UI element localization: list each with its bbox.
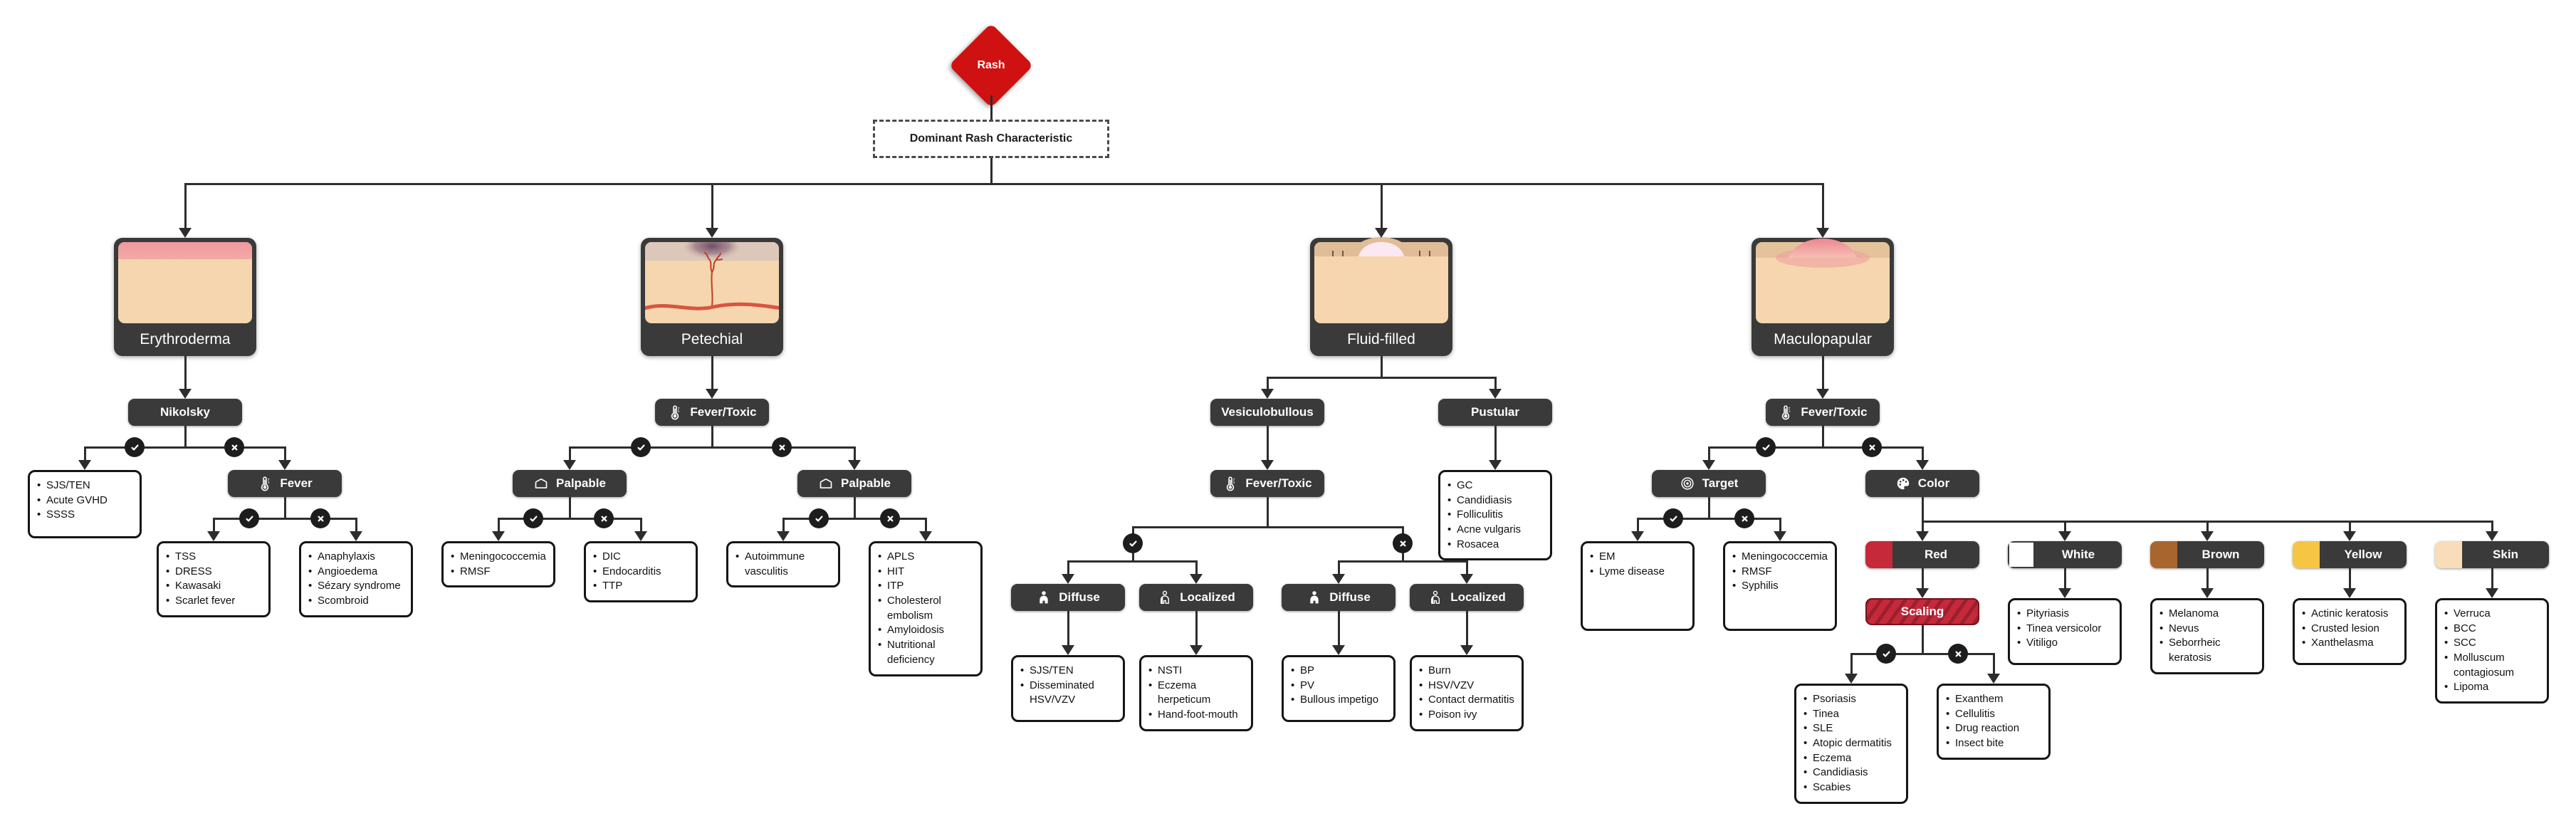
connector-line bbox=[1338, 611, 1340, 645]
list-item: • PV bbox=[1291, 679, 1315, 691]
arrowhead bbox=[1460, 574, 1473, 584]
list-item: • Folliculitis bbox=[1447, 508, 1504, 521]
arrowhead bbox=[1190, 574, 1203, 584]
list-item: • Angioedema bbox=[308, 565, 378, 577]
leaf-pustular bbox=[1438, 470, 1552, 560]
arrowhead bbox=[634, 531, 647, 541]
list-item: • Scarlet fever bbox=[166, 595, 236, 607]
list-item: • Scabies bbox=[1803, 781, 1851, 794]
connector-line bbox=[711, 356, 713, 389]
connector-line bbox=[990, 95, 993, 120]
color-label: Brown bbox=[2177, 541, 2264, 568]
list-item: • Tinea bbox=[1803, 707, 1839, 720]
list-item: • Autoimmune vasculitis bbox=[735, 550, 805, 577]
list-item: • Exanthem bbox=[1946, 693, 2004, 705]
connector-line bbox=[2349, 521, 2351, 531]
list-item: • Candidiasis bbox=[1803, 766, 1868, 779]
connector-line bbox=[2206, 568, 2209, 588]
list-item: • TTP bbox=[593, 580, 623, 592]
red-swatch bbox=[1865, 541, 1892, 568]
connector-line bbox=[1338, 561, 1340, 574]
list-item: • Syphilis bbox=[1732, 580, 1779, 592]
connector-line bbox=[1494, 377, 1497, 389]
x-icon bbox=[594, 508, 614, 528]
leaf-brown bbox=[2150, 598, 2264, 674]
color-node-white bbox=[2008, 541, 2122, 568]
connector-line bbox=[1067, 611, 1069, 645]
arrowhead bbox=[2343, 588, 2356, 598]
list-item: • Lipoma bbox=[2444, 681, 2489, 694]
decision-label: Dominant Rash Characteristic bbox=[909, 132, 1073, 145]
arrowhead bbox=[1332, 574, 1345, 584]
category-card-maculopapular bbox=[1752, 238, 1894, 356]
arrowhead bbox=[2058, 588, 2071, 598]
arrowhead bbox=[1845, 674, 1858, 684]
node-vesiculobullous bbox=[1210, 399, 1324, 426]
node-afebrile-localized bbox=[1410, 584, 1524, 611]
list-item: • Seborrheic keratosis bbox=[2159, 637, 2221, 664]
color-node-red bbox=[1865, 541, 1979, 568]
arrowhead bbox=[179, 228, 192, 238]
list-item: • Molluscum contagiosum bbox=[2444, 652, 2515, 679]
category-title: Petechial bbox=[681, 331, 743, 347]
check-icon bbox=[1663, 508, 1683, 528]
list-item: • Meningococcemia bbox=[1732, 550, 1828, 563]
arrowhead bbox=[563, 460, 576, 470]
list-item: • Verruca bbox=[2444, 607, 2491, 620]
node-label: Diffuse bbox=[1329, 590, 1371, 604]
connector-line bbox=[1922, 447, 1924, 460]
connector-line bbox=[569, 446, 856, 449]
color-label: White bbox=[2035, 541, 2122, 568]
connector-line bbox=[990, 158, 993, 184]
list-item: • Psoriasis bbox=[1803, 693, 1856, 705]
connector-line bbox=[711, 184, 713, 229]
leaf-afebrile-palpable-negative bbox=[869, 541, 983, 676]
list-item: • Amyloidosis bbox=[878, 624, 945, 637]
x-icon bbox=[1948, 644, 1968, 664]
connector-line bbox=[213, 518, 215, 531]
node-label: Pustular bbox=[1470, 405, 1520, 419]
connector-line bbox=[2206, 521, 2209, 531]
connector-line bbox=[1822, 184, 1824, 229]
list-item: • Acute GVHD bbox=[37, 493, 108, 506]
brown-swatch bbox=[2150, 541, 2177, 568]
connector-line bbox=[1922, 497, 1924, 521]
arrowhead bbox=[78, 460, 91, 470]
leaf-target-positive bbox=[1581, 541, 1695, 631]
node-label: Nikolsky bbox=[160, 405, 210, 419]
color-node-skin bbox=[2435, 541, 2549, 568]
list-item: • SLE bbox=[1803, 722, 1833, 735]
node-febrile-diffuse bbox=[1011, 584, 1125, 611]
connector-line bbox=[1922, 625, 1924, 654]
node-afebrile-diffuse bbox=[1282, 584, 1396, 611]
list-item: • Vitiligo bbox=[2017, 637, 2058, 649]
list-item: • DIC bbox=[593, 550, 621, 563]
connector-line bbox=[1822, 356, 1824, 389]
color-label: Yellow bbox=[2320, 541, 2407, 568]
node-pustular bbox=[1438, 399, 1552, 426]
connector-line bbox=[1822, 426, 1824, 447]
connector-line bbox=[184, 356, 187, 389]
list-item: • Insect bite bbox=[1946, 737, 2004, 750]
connector-line bbox=[1922, 521, 1924, 531]
connector-line bbox=[2064, 521, 2066, 531]
category-card-erythroderma bbox=[114, 238, 256, 356]
check-icon bbox=[523, 508, 543, 528]
x-icon bbox=[880, 508, 900, 528]
list-item: • Burn bbox=[1419, 664, 1451, 676]
connector-line bbox=[184, 426, 187, 447]
list-item: • Cholesterol embolism bbox=[878, 595, 941, 622]
list-item: • Rosacea bbox=[1447, 538, 1499, 550]
connector-line bbox=[1494, 426, 1497, 460]
list-item: • SJS/TEN bbox=[37, 479, 90, 491]
connector-line bbox=[1637, 518, 1781, 520]
node-scaling bbox=[1865, 598, 1979, 625]
list-item: • BP bbox=[1291, 664, 1315, 676]
arrowhead bbox=[1332, 645, 1345, 655]
connector-line bbox=[355, 518, 357, 531]
arrowhead bbox=[1816, 389, 1829, 399]
fluid-filled-skin-illustration bbox=[1314, 242, 1448, 323]
connector-line bbox=[1708, 497, 1710, 518]
arrowhead bbox=[350, 531, 362, 541]
connector-line bbox=[284, 497, 286, 518]
list-item: • SCC bbox=[2444, 637, 2476, 649]
list-item: • NSTI bbox=[1148, 664, 1183, 676]
list-item: • Eczema herpeticum bbox=[1148, 679, 1211, 706]
list-item: • Tinea versicolor bbox=[2017, 622, 2102, 634]
check-icon bbox=[1756, 437, 1776, 457]
node-maculo-fever-toxic bbox=[1766, 399, 1880, 426]
x-icon bbox=[1393, 533, 1413, 553]
leaf-white bbox=[2008, 598, 2122, 665]
arrowhead bbox=[1261, 389, 1274, 399]
arrowhead bbox=[179, 389, 192, 399]
x-icon bbox=[1734, 508, 1754, 528]
petechial-skin-illustration bbox=[645, 242, 779, 323]
node-febrile-palpable bbox=[513, 470, 627, 497]
connector-line bbox=[1267, 377, 1269, 389]
arrowhead bbox=[2201, 531, 2214, 541]
leaf-nikolsky-positive bbox=[28, 470, 142, 538]
arrowhead bbox=[2201, 588, 2214, 598]
node-fluid-fever-toxic bbox=[1210, 470, 1324, 497]
connector-line bbox=[284, 447, 286, 460]
list-item: • Acne vulgaris bbox=[1447, 523, 1522, 536]
list-item: • Disseminated HSV/VZV bbox=[1020, 679, 1094, 706]
connector-line bbox=[1381, 356, 1383, 377]
leaf-afebrile-palpable-positive bbox=[726, 541, 840, 587]
leaf-scaling-positive bbox=[1794, 684, 1908, 804]
arrowhead bbox=[1375, 228, 1388, 238]
connector-line bbox=[1195, 611, 1198, 645]
leaf-febrile-palpable-positive bbox=[441, 541, 555, 587]
node-label: Palpable bbox=[841, 476, 891, 490]
node-label: Fever/Toxic bbox=[1801, 405, 1868, 419]
maculopapular-skin-illustration bbox=[1756, 242, 1890, 323]
connector-line bbox=[1466, 561, 1468, 574]
arrowhead bbox=[1489, 460, 1502, 470]
connector-line bbox=[711, 426, 713, 447]
arrowhead bbox=[1062, 645, 1074, 655]
connector-line bbox=[1922, 568, 1924, 588]
connector-line bbox=[84, 446, 286, 449]
leaf-fever-negative bbox=[299, 541, 413, 617]
category-title: Maculopapular bbox=[1774, 331, 1872, 347]
connector-line bbox=[498, 518, 642, 520]
arrowhead bbox=[2343, 531, 2356, 541]
connector-line bbox=[1993, 654, 1995, 674]
arrowhead bbox=[777, 531, 790, 541]
list-item: • Candidiasis bbox=[1447, 493, 1512, 506]
connector-line bbox=[1195, 561, 1198, 574]
palpation-hand-icon bbox=[533, 476, 549, 491]
leaf-afebrile-localized bbox=[1410, 655, 1524, 731]
list-item: • DRESS bbox=[166, 565, 212, 577]
node-nikolsky bbox=[128, 399, 242, 426]
node-label: Fever/Toxic bbox=[1245, 476, 1312, 490]
connector-line bbox=[1708, 447, 1710, 460]
connector-line bbox=[782, 518, 927, 520]
connector-line bbox=[1338, 560, 1468, 563]
thermometer-icon bbox=[1778, 404, 1794, 420]
arrowhead bbox=[1489, 389, 1502, 399]
connector-line bbox=[640, 518, 642, 531]
connector-line bbox=[1850, 653, 1995, 655]
arrowhead bbox=[278, 460, 291, 470]
thermometer-icon bbox=[257, 476, 273, 491]
bullseye-icon bbox=[1680, 476, 1695, 491]
category-card-petechial bbox=[641, 238, 783, 356]
leaf-febrile-localized bbox=[1139, 655, 1253, 731]
yellow-swatch bbox=[2293, 541, 2320, 568]
arrowhead bbox=[1916, 460, 1929, 470]
node-label: Fever bbox=[280, 476, 313, 490]
list-item: • Hand-foot-mouth bbox=[1148, 709, 1238, 721]
connector-line bbox=[1637, 518, 1639, 531]
connector-line bbox=[1132, 526, 1404, 528]
list-item: • Meningococcemia bbox=[451, 550, 546, 563]
color-node-yellow bbox=[2293, 541, 2407, 568]
list-item: • Actinic keratosis bbox=[2302, 607, 2389, 620]
x-icon bbox=[224, 437, 244, 457]
node-label: Scaling bbox=[1900, 605, 1944, 618]
node-afebrile-palpable bbox=[797, 470, 911, 497]
node-label: Palpable bbox=[556, 476, 606, 490]
check-icon bbox=[1876, 644, 1896, 664]
node-label: Vesiculobullous bbox=[1221, 405, 1314, 419]
node-febrile-localized bbox=[1139, 584, 1253, 611]
connector-line bbox=[2491, 521, 2493, 531]
node-label: Target bbox=[1702, 476, 1739, 490]
connector-line bbox=[498, 518, 500, 531]
leaf-febrile-palpable-negative bbox=[584, 541, 698, 602]
connector-line bbox=[2064, 568, 2066, 588]
leaf-scaling-negative bbox=[1937, 684, 2051, 760]
check-icon bbox=[1123, 533, 1143, 553]
arrowhead bbox=[1916, 588, 1929, 598]
list-item: • ITP bbox=[878, 580, 904, 592]
check-icon bbox=[239, 508, 259, 528]
arrowhead bbox=[2486, 531, 2498, 541]
connector-line bbox=[84, 447, 86, 460]
white-swatch bbox=[2008, 541, 2035, 568]
list-item: • Bullous impetigo bbox=[1291, 694, 1379, 706]
node-label: Diffuse bbox=[1059, 590, 1100, 604]
person-outline-icon bbox=[1428, 590, 1443, 605]
list-item: • Kawasaki bbox=[166, 580, 221, 592]
color-label: Skin bbox=[2462, 541, 2549, 568]
list-item: • Nutritional deficiency bbox=[878, 639, 936, 666]
arrowhead bbox=[207, 531, 220, 541]
connector-line bbox=[1067, 560, 1198, 563]
arrowhead bbox=[2486, 588, 2498, 598]
list-item: • RMSF bbox=[1732, 565, 1772, 577]
arrowhead bbox=[1261, 460, 1274, 470]
arrowhead bbox=[1631, 531, 1644, 541]
list-item: • EM bbox=[1590, 550, 1616, 563]
list-item: • BCC bbox=[2444, 622, 2476, 634]
list-item: • GC bbox=[1447, 479, 1473, 491]
person-solid-icon bbox=[1307, 590, 1322, 605]
list-item: • Endocarditis bbox=[593, 565, 661, 577]
connector-line bbox=[1381, 184, 1383, 229]
arrowhead bbox=[2058, 531, 2071, 541]
list-item: • Drug reaction bbox=[1946, 722, 2020, 735]
connector-line bbox=[1779, 518, 1781, 531]
arrowhead bbox=[492, 531, 505, 541]
list-item: • Eczema bbox=[1803, 751, 1852, 764]
list-item: • Atopic dermatitis bbox=[1803, 737, 1892, 750]
node-petechial-fever-toxic bbox=[655, 399, 769, 426]
arrowhead bbox=[1062, 574, 1074, 584]
connector-line bbox=[782, 518, 785, 531]
connector-line bbox=[1267, 426, 1269, 460]
connector-line bbox=[213, 518, 357, 520]
decision-box bbox=[873, 120, 1109, 158]
list-item: • Cellulitis bbox=[1946, 707, 1995, 720]
list-item: • RMSF bbox=[451, 565, 491, 577]
thermometer-icon bbox=[667, 404, 683, 420]
leaf-target-negative bbox=[1723, 541, 1837, 631]
root-label: Rash bbox=[977, 59, 1005, 71]
category-card-fluid-filled bbox=[1310, 238, 1452, 356]
connector-line bbox=[1850, 654, 1853, 674]
connector-line bbox=[1267, 377, 1497, 379]
connector-line bbox=[2349, 568, 2351, 588]
list-item: • APLS bbox=[878, 550, 915, 563]
check-icon bbox=[809, 508, 829, 528]
node-target bbox=[1652, 470, 1766, 497]
x-icon bbox=[310, 508, 330, 528]
connector-line bbox=[2491, 568, 2493, 588]
connector-line bbox=[184, 183, 1824, 185]
arrowhead bbox=[1460, 645, 1473, 655]
connector-line bbox=[569, 497, 571, 518]
list-item: • Sézary syndrome bbox=[308, 580, 401, 592]
node-label: Fever/Toxic bbox=[690, 405, 757, 419]
list-item: • Anaphylaxis bbox=[308, 550, 375, 563]
connector-line bbox=[569, 447, 571, 460]
list-item: • HIT bbox=[878, 565, 905, 577]
check-icon bbox=[125, 437, 145, 457]
color-label: Red bbox=[1892, 541, 1979, 568]
list-item: • Crusted lesion bbox=[2302, 622, 2379, 634]
node-label: Localized bbox=[1180, 590, 1235, 604]
palette-icon bbox=[1895, 476, 1911, 491]
leaf-fever-positive bbox=[157, 541, 271, 617]
connector-line bbox=[854, 447, 856, 460]
person-outline-icon bbox=[1157, 590, 1173, 605]
leaf-afebrile-diffuse bbox=[1282, 655, 1396, 722]
list-item: • Xanthelasma bbox=[2302, 637, 2374, 649]
arrowhead bbox=[1916, 531, 1929, 541]
arrowhead bbox=[1816, 228, 1829, 238]
list-item: • Melanoma bbox=[2159, 607, 2219, 620]
leaf-febrile-diffuse bbox=[1011, 655, 1125, 722]
skin-swatch bbox=[2435, 541, 2462, 568]
arrowhead bbox=[919, 531, 932, 541]
node-color bbox=[1865, 470, 1979, 497]
connector-line bbox=[1267, 497, 1269, 527]
palpation-hand-icon bbox=[818, 476, 834, 491]
node-fever bbox=[228, 470, 342, 497]
list-item: • Nevus bbox=[2159, 622, 2199, 634]
list-item: • Contact dermatitis bbox=[1419, 694, 1514, 706]
arrowhead bbox=[1190, 645, 1203, 655]
arrowhead bbox=[1774, 531, 1786, 541]
node-label: Localized bbox=[1450, 590, 1506, 604]
arrowhead bbox=[706, 228, 718, 238]
list-item: • Pityriasis bbox=[2017, 607, 2070, 620]
list-item: • HSV/VZV bbox=[1419, 679, 1475, 691]
check-icon bbox=[631, 437, 651, 457]
arrowhead bbox=[706, 389, 718, 399]
arrowhead bbox=[1987, 674, 2000, 684]
thermometer-icon bbox=[1222, 476, 1238, 491]
person-solid-icon bbox=[1036, 590, 1052, 605]
leaf-yellow bbox=[2293, 598, 2407, 665]
leaf-skin bbox=[2435, 598, 2549, 704]
list-item: • SSSS bbox=[37, 508, 75, 521]
list-item: • Scombroid bbox=[308, 595, 369, 607]
arrowhead bbox=[848, 460, 861, 470]
list-item: • SJS/TEN bbox=[1020, 664, 1074, 676]
arrowhead bbox=[1702, 460, 1715, 470]
x-icon bbox=[772, 437, 792, 457]
connector-line bbox=[1708, 446, 1924, 449]
category-title: Fluid-filled bbox=[1347, 331, 1415, 347]
connector-line bbox=[1466, 611, 1468, 645]
connector-line bbox=[854, 497, 856, 518]
list-item: • Poison ivy bbox=[1419, 709, 1477, 721]
node-label: Color bbox=[1917, 476, 1950, 490]
connector-line bbox=[184, 184, 187, 229]
category-title: Erythroderma bbox=[140, 331, 231, 347]
list-item: • Lyme disease bbox=[1590, 565, 1665, 577]
erythroderma-skin-illustration bbox=[118, 242, 252, 323]
x-icon bbox=[1862, 437, 1882, 457]
list-item: • TSS bbox=[166, 550, 197, 563]
connector-line bbox=[1067, 561, 1069, 574]
color-node-brown bbox=[2150, 541, 2264, 568]
connector-line bbox=[925, 518, 927, 531]
